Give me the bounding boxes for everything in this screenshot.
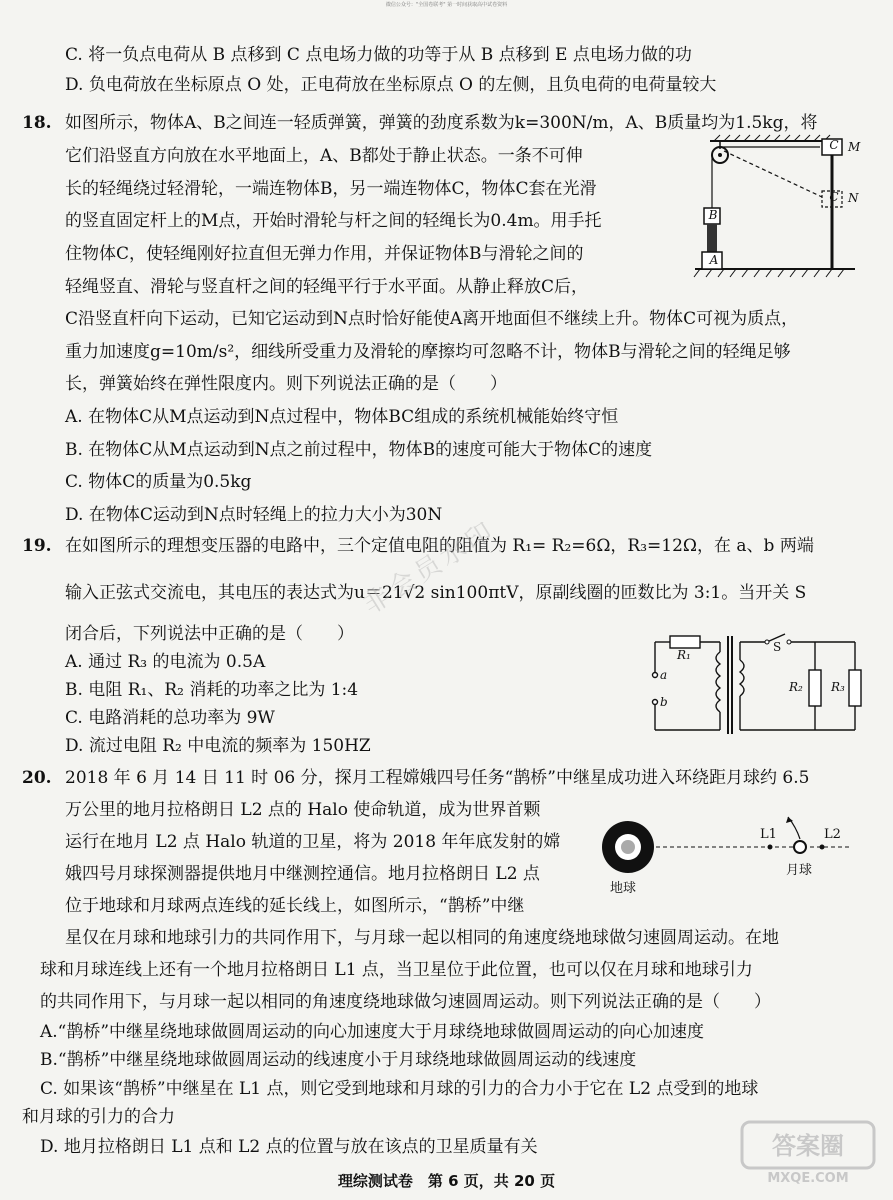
svg-text:MXQE.COM: MXQE.COM [767, 1171, 849, 1186]
earth-moon-figure [600, 805, 860, 900]
q18-option-d: D. 在物体C运动到N点时轻绳上的拉力大小为30N [65, 505, 443, 525]
transformer-circuit-figure [645, 630, 865, 750]
r2-label: R₂ [789, 680, 803, 694]
q17-option-c: C. 将一负点电荷从 B 点移到 C 点电场力做的功等于从 B 点移到 E 点电场力做的功 [65, 45, 692, 65]
q18-line: 它们沿竖直方向放在水平地面上，A、B都处于静止状态。一条不可伸 [65, 146, 583, 166]
q18-line: 住物体C，使轻绳刚好拉直但无弹力作用，并保证物体B与滑轮之间的 [65, 244, 584, 264]
q19-option-d: D. 流过电阻 R₂ 中电流的频率为 150HZ [65, 736, 371, 756]
terminal-a-label: a [660, 668, 668, 682]
q18-option-c: C. 物体C的质量为0.5kg [65, 472, 252, 492]
q20-option-d: D. 地月拉格朗日 L1 点和 L2 点的位置与放在该点的卫星质量有关 [40, 1137, 538, 1157]
l1-label: L1 [760, 827, 777, 842]
q18-line: 长，弹簧始终在弹性限度内。则下列说法正确的是（ ） [65, 374, 507, 394]
q20-number: 20. [22, 768, 52, 788]
watermark: 非会员水印 [358, 515, 502, 621]
q19-option-a: A. 通过 R₃ 的电流为 0.5A [65, 652, 266, 672]
q18-line: 的竖直固定杆上的M点，开始时滑轮与杆之间的轻绳长为0.4m。用手托 [65, 211, 602, 231]
q18-line: 长的轻绳绕过轻滑轮，一端连物体B，另一端连物体C，物体C套在光滑 [65, 179, 597, 199]
q18-line: 轻绳竖直、滑轮与竖直杆之间的轻绳平行于水平面。从静止释放C后， [65, 277, 589, 297]
block-c-label: C [829, 138, 839, 152]
q20-line: 星仅在月球和地球引力的共同作用下，与月球一起以相同的角速度绕地球做匀速圆周运动。在地 [65, 928, 779, 948]
point-n-label: N [848, 191, 859, 205]
q19-number: 19. [22, 536, 52, 556]
q19-line: 闭合后，下列说法中正确的是（ ） [65, 624, 354, 644]
q18-line: 如图所示，物体A、B之间连一轻质弹簧，弹簧的劲度系数为k=300N/m，A、B质量均为1.5kg，将 [65, 113, 818, 133]
q20-option-b: B.“鹊桥”中继星绕地球做圆周运动的线速度小于月球绕地球做圆周运动的线速度 [40, 1050, 637, 1070]
q18-option-a: A. 在物体C从M点运动到N点过程中，物体BC组成的系统机械能始终守恒 [65, 407, 619, 427]
q20-option-c-cont: 和月球的引力的合力 [22, 1107, 175, 1127]
top-notice: 微信公众号："全国卷联考" 第一时间获取高中试卷资料 [385, 2, 508, 8]
r1-label: R₁ [677, 648, 691, 662]
q20-option-c: C. 如果该“鹊桥”中继星在 L1 点，则它受到地球和月球的引力的合力小于它在 L2 点受到的地球 [40, 1079, 759, 1099]
q20-line: 运行在地月 L2 点 Halo 轨道的卫星，将为 2018 年年底发射的嫦 [65, 832, 561, 852]
q20-line: 位于地球和月球两点连线的延长线上，如图所示，“鹊桥”中继 [65, 896, 525, 916]
page-footer: 理综测试卷 第 6 页，共 20 页 [337, 1172, 556, 1190]
block-c-dashed-label: C [829, 190, 839, 204]
terminal-b-label: b [660, 695, 668, 709]
q20-option-a: A.“鹊桥”中继星绕地球做圆周运动的向心加速度大于月球绕地球做圆周运动的向心加速度 [40, 1022, 705, 1042]
q19-option-b: B. 电阻 R₁、R₂ 消耗的功率之比为 1:4 [65, 680, 359, 700]
q20-line: 球和月球连线上还有一个地月拉格朗日 L1 点，当卫星位于此位置，也可以仅在月球和地球引力 [40, 960, 753, 980]
q19-line: 输入正弦式交流电，其电压的表达式为u＝21√2 sin100πtV，原副线圈的匝数比为 3:1。当开关 S [65, 583, 807, 603]
block-a-label: A [709, 253, 719, 267]
q19-option-c: C. 电路消耗的总功率为 9W [65, 708, 275, 728]
q20-line: 2018 年 6 月 14 日 11 时 06 分，探月工程嫦娥四号任务“鹊桥”中继星成功进入环绕距月球约 6.5 [65, 768, 810, 788]
l2-label: L2 [824, 827, 841, 842]
q18-line: C沿竖直杆向下运动，已知它运动到N点时恰好能使A离开地面但不继续上升。物体C可视为质点， [65, 309, 799, 329]
q20-line: 的共同作用下，与月球一起以相同的角速度绕地球做匀速圆周运动。则下列说法正确的是（ ） [40, 992, 771, 1012]
q18-number: 18. [22, 113, 52, 133]
pulley-spring-figure [690, 133, 865, 283]
q20-line: 娥四号月球探测器提供地月中继测控通信。地月拉格朗日 L2 点 [65, 864, 540, 884]
q18-option-b: B. 在物体C从M点运动到N点之前过程中，物体B的速度可能大于物体C的速度 [65, 440, 653, 460]
block-b-label: B [708, 208, 718, 222]
site-logo [738, 1118, 878, 1192]
switch-s-label: S [773, 640, 782, 654]
r3-label: R₃ [831, 680, 845, 694]
svg-text:答案圈: 答案圈 [772, 1132, 844, 1160]
q18-line: 重力加速度g=10m/s²，细线所受重力及滑轮的摩擦均可忽略不计，物体B与滑轮之间的轻绳足够 [65, 342, 791, 362]
earth-label: 地球 [610, 881, 637, 896]
q19-line: 在如图所示的理想变压器的电路中，三个定值电阻的阻值为 R₁= R₂=6Ω，R₃=12Ω，在 a、b 两端 [65, 536, 814, 556]
q20-line: 万公里的地月拉格朗日 L2 点的 Halo 使命轨道，成为世界首颗 [65, 800, 541, 820]
point-m-label: M [848, 140, 861, 154]
q17-option-d: D. 负电荷放在坐标原点 O 处，正电荷放在坐标原点 O 的左侧，且负电荷的电荷量较大 [65, 75, 717, 95]
moon-label: 月球 [786, 863, 813, 878]
